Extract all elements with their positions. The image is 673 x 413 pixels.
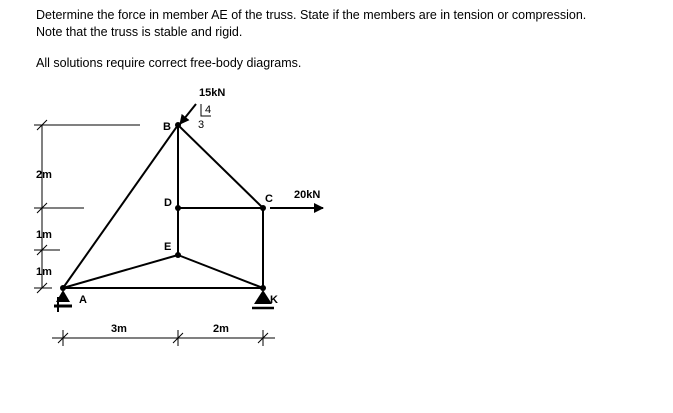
truss-members: [63, 125, 263, 288]
label-node-k: K: [270, 294, 278, 306]
joint-e: [175, 252, 181, 258]
label-load-top: 15kN: [199, 87, 226, 99]
member-ek: [178, 255, 263, 288]
joint-c: [260, 205, 266, 211]
label-dim-v3: 1m: [36, 266, 52, 278]
label-load-right: 20kN: [294, 189, 321, 201]
label-dim-v2: 1m: [36, 229, 52, 241]
horizontal-dimensions: [52, 330, 275, 346]
label-slope-rise: 4: [205, 104, 212, 116]
label-dim-h2: 2m: [213, 323, 229, 335]
label-node-b: B: [163, 121, 171, 133]
member-ab: [63, 125, 178, 288]
label-node-d: D: [164, 197, 172, 209]
label-node-e: E: [164, 241, 172, 253]
joint-d: [175, 205, 181, 211]
member-ae: [63, 255, 178, 288]
problem-line-3: All solutions require correct free-body diagrams.: [36, 56, 302, 70]
label-node-a: A: [79, 294, 87, 306]
problem-line-1: Determine the force in member AE of the truss. State if the members are in tension or compression.: [36, 8, 587, 22]
label-dim-h1: 3m: [111, 323, 127, 335]
support-a: [54, 290, 72, 312]
label-slope-run: 3: [198, 119, 205, 131]
problem-line-2: Note that the truss is stable and rigid.: [36, 25, 243, 39]
label-dim-v1: 2m: [36, 169, 52, 181]
label-node-c: C: [265, 193, 273, 205]
load-arrow-top: [180, 104, 196, 124]
member-bc: [178, 125, 263, 208]
